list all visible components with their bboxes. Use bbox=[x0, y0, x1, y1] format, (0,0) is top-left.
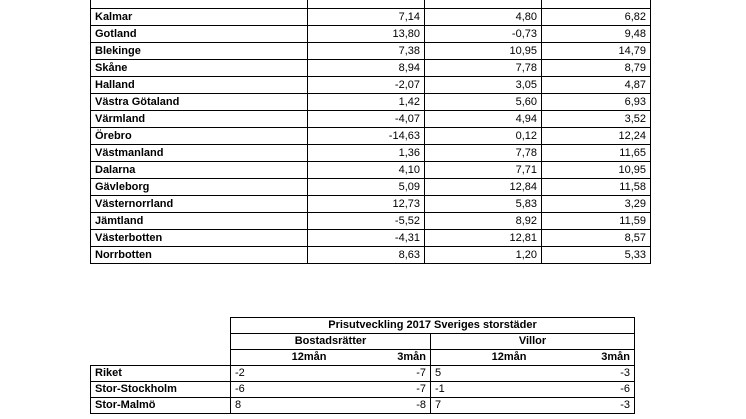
group-header-villor: Villor bbox=[431, 334, 635, 350]
table-row bbox=[91, 247, 651, 264]
city-br-12man: 8 bbox=[231, 398, 331, 414]
region-value-3: 11,59 bbox=[542, 213, 651, 230]
region-value-1: 8,63 bbox=[308, 247, 425, 264]
region-value-3: 6,93 bbox=[542, 94, 651, 111]
city-name: Stor-Malmö bbox=[91, 398, 231, 414]
region-value-3: 3,29 bbox=[542, 196, 651, 213]
region-value-3: 6,82 bbox=[542, 9, 651, 26]
table-row bbox=[91, 145, 651, 162]
table-row bbox=[91, 43, 651, 60]
city-villor-3man: -6 bbox=[531, 382, 635, 398]
region-value-1: 1,42 bbox=[308, 94, 425, 111]
region-value-2: 10,95 bbox=[425, 43, 542, 60]
city-villor-12man: 7 bbox=[431, 398, 531, 414]
region-value-1: 1,36 bbox=[308, 145, 425, 162]
region-value-2: 7,78 bbox=[425, 145, 542, 162]
city-villor-12man: -1 bbox=[431, 382, 531, 398]
region-name: Västernorrland bbox=[91, 196, 308, 213]
region-value-3: 4,87 bbox=[542, 77, 651, 94]
city-br-12man: -2 bbox=[231, 366, 331, 382]
region-value-2: 5,60 bbox=[425, 94, 542, 111]
region-price-table bbox=[90, 0, 651, 264]
region-value-2: 8,92 bbox=[425, 213, 542, 230]
region-name: Gävleborg bbox=[91, 179, 308, 196]
region-value-3: 11,65 bbox=[542, 145, 651, 162]
city-name: Stor-Stockholm bbox=[91, 382, 231, 398]
region-value-3: 9,48 bbox=[542, 26, 651, 43]
table-row bbox=[91, 398, 635, 414]
city-villor-12man: 5 bbox=[431, 366, 531, 382]
region-name bbox=[91, 0, 308, 9]
region-value-3: 12,24 bbox=[542, 128, 651, 145]
region-name: Norrbotten bbox=[91, 247, 308, 264]
column-header-villor-12man: 12mån bbox=[431, 350, 531, 366]
region-value-2 bbox=[425, 0, 542, 9]
region-name: Västerbotten bbox=[91, 230, 308, 247]
region-value-1: -4,07 bbox=[308, 111, 425, 128]
region-name: Örebro bbox=[91, 128, 308, 145]
region-value-2: 4,80 bbox=[425, 9, 542, 26]
region-value-3: 3,52 bbox=[542, 111, 651, 128]
region-name: Dalarna bbox=[91, 162, 308, 179]
region-value-1: -14,63 bbox=[308, 128, 425, 145]
city-name: Riket bbox=[91, 366, 231, 382]
region-value-2: 7,71 bbox=[425, 162, 542, 179]
table-row bbox=[91, 26, 651, 43]
table-row bbox=[91, 9, 651, 26]
city-br-3man: -7 bbox=[331, 366, 431, 382]
region-name: Skåne bbox=[91, 60, 308, 77]
region-name: Värmland bbox=[91, 111, 308, 128]
region-value-1: 5,09 bbox=[308, 179, 425, 196]
table-row bbox=[91, 94, 651, 111]
region-value-3 bbox=[542, 0, 651, 9]
region-value-2: 7,78 bbox=[425, 60, 542, 77]
table-row bbox=[91, 196, 651, 213]
table-column-row bbox=[91, 350, 635, 366]
region-name: Kalmar bbox=[91, 9, 308, 26]
table-title-row bbox=[91, 318, 635, 334]
table-row bbox=[91, 162, 651, 179]
region-value-1 bbox=[308, 0, 425, 9]
table-row bbox=[91, 179, 651, 196]
region-name: Västra Götaland bbox=[91, 94, 308, 111]
table-row bbox=[91, 60, 651, 77]
region-value-1: 13,80 bbox=[308, 26, 425, 43]
region-value-2: 12,81 bbox=[425, 230, 542, 247]
table-row bbox=[91, 77, 651, 94]
city-br-3man: -7 bbox=[331, 382, 431, 398]
region-value-2: 3,05 bbox=[425, 77, 542, 94]
region-value-3: 8,57 bbox=[542, 230, 651, 247]
region-name: Västmanland bbox=[91, 145, 308, 162]
region-value-3: 14,79 bbox=[542, 43, 651, 60]
region-value-3: 10,95 bbox=[542, 162, 651, 179]
region-value-1: 7,38 bbox=[308, 43, 425, 60]
region-value-2: 0,12 bbox=[425, 128, 542, 145]
city-br-3man: -8 bbox=[331, 398, 431, 414]
region-value-2: 1,20 bbox=[425, 247, 542, 264]
region-value-1: -4,31 bbox=[308, 230, 425, 247]
city-villor-3man: -3 bbox=[531, 366, 635, 382]
city-villor-3man: -3 bbox=[531, 398, 635, 414]
region-value-1: 8,94 bbox=[308, 60, 425, 77]
table-row bbox=[91, 0, 651, 9]
table-group-row bbox=[91, 334, 635, 350]
table-title: Prisutveckling 2017 Sveriges storstäder bbox=[231, 318, 635, 334]
table-row bbox=[91, 111, 651, 128]
column-header-br-12man: 12mån bbox=[231, 350, 331, 366]
region-value-2: 5,83 bbox=[425, 196, 542, 213]
region-value-1: 4,10 bbox=[308, 162, 425, 179]
column-header-villor-3man: 3mån bbox=[531, 350, 635, 366]
region-value-1: -2,07 bbox=[308, 77, 425, 94]
table-row bbox=[91, 213, 651, 230]
region-value-3: 8,79 bbox=[542, 60, 651, 77]
region-name: Jämtland bbox=[91, 213, 308, 230]
column-header-br-3man: 3mån bbox=[331, 350, 431, 366]
region-value-2: 12,84 bbox=[425, 179, 542, 196]
table-row bbox=[91, 366, 635, 382]
region-value-1: 12,73 bbox=[308, 196, 425, 213]
table-row bbox=[91, 230, 651, 247]
region-name: Halland bbox=[91, 77, 308, 94]
group-header-bostadsratter: Bostadsrätter bbox=[231, 334, 431, 350]
region-value-1: -5,52 bbox=[308, 213, 425, 230]
region-value-2: -0,73 bbox=[425, 26, 542, 43]
region-name: Gotland bbox=[91, 26, 308, 43]
region-value-3: 11,58 bbox=[542, 179, 651, 196]
table-row bbox=[91, 128, 651, 145]
city-price-table bbox=[90, 317, 635, 414]
table-row bbox=[91, 382, 635, 398]
region-value-2: 4,94 bbox=[425, 111, 542, 128]
region-name: Blekinge bbox=[91, 43, 308, 60]
region-value-3: 5,33 bbox=[542, 247, 651, 264]
city-br-12man: -6 bbox=[231, 382, 331, 398]
region-value-1: 7,14 bbox=[308, 9, 425, 26]
